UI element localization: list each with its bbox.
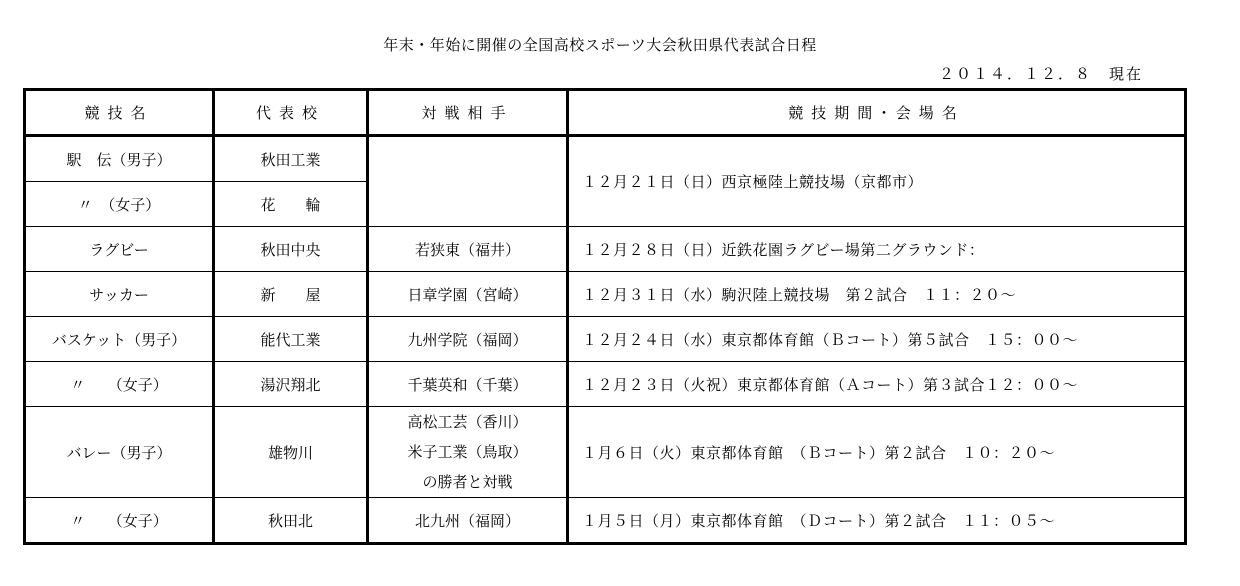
table-row xyxy=(25,317,1186,362)
header-school: 代表校 xyxy=(214,90,368,136)
event-cell: バレー（男子） xyxy=(25,407,214,498)
opponent-cell: 北九州（福岡） xyxy=(368,498,568,544)
opponent-cell xyxy=(368,407,568,498)
opponent-line: の勝者と対戦 xyxy=(422,473,513,491)
header-period: 競技期間･会場名 xyxy=(568,90,1186,136)
opponent-line: 高松工芸（香川） xyxy=(407,413,528,431)
period-cell: １２月２４日（水）東京都体育館（Ｂコート）第５試合 １５：００～ xyxy=(568,317,1186,362)
school-cell: 雄物川 xyxy=(214,407,368,498)
as-of-date: ２０１４．１２．８ 現在 xyxy=(938,65,1143,83)
header-row xyxy=(25,90,1186,136)
event-cell: サッカー xyxy=(25,272,214,317)
table-row xyxy=(25,498,1186,544)
event-cell: 駅 伝（男子） xyxy=(25,136,214,182)
table-row xyxy=(25,227,1186,272)
period-cell: １２月２８日（日）近鉄花園ラグビー場第二グラウンド： xyxy=(568,227,1186,272)
table-row xyxy=(25,136,1186,182)
event-cell: 〃 （女子） xyxy=(25,362,214,407)
period-cell: １月５日（月）東京都体育館 （Ｄコート）第２試合 １１：０５～ xyxy=(568,498,1186,544)
opponent-cell xyxy=(368,136,568,227)
period-cell: １月６日（火）東京都体育館 （Ｂコート）第２試合 １０：２０～ xyxy=(568,407,1186,498)
period-cell: １２月２１日（日）西京極陸上競技場（京都市） xyxy=(568,136,1186,227)
school-cell: 能代工業 xyxy=(214,317,368,362)
opponent-cell: 九州学院（福岡） xyxy=(368,317,568,362)
table-row xyxy=(25,407,1186,498)
opponent-line: 米子工業（鳥取） xyxy=(407,443,528,461)
school-cell: 花 輪 xyxy=(214,182,368,227)
header-opponent: 対戦相手 xyxy=(368,90,568,136)
school-cell: 新 屋 xyxy=(214,272,368,317)
school-cell: 秋田北 xyxy=(214,498,368,544)
event-cell: 〃 （女子） xyxy=(25,498,214,544)
school-cell: 秋田工業 xyxy=(214,136,368,182)
event-cell: 〃 （女子） xyxy=(25,182,214,227)
event-cell: ラグビー xyxy=(25,227,214,272)
period-cell: １２月２３日（火祝）東京都体育館（Ａコート）第３試合１２：００～ xyxy=(568,362,1186,407)
school-cell: 秋田中央 xyxy=(214,227,368,272)
schedule-table xyxy=(23,88,1187,545)
opponent-cell: 日章学園（宮崎） xyxy=(368,272,568,317)
school-cell: 湯沢翔北 xyxy=(214,362,368,407)
table-row xyxy=(25,272,1186,317)
period-cell: １２月３１日（水）駒沢陸上競技場 第２試合 １１：２０～ xyxy=(568,272,1186,317)
event-cell: バスケット（男子） xyxy=(25,317,214,362)
opponent-cell: 若狭東（福井） xyxy=(368,227,568,272)
opponent-cell: 千葉英和（千葉） xyxy=(368,362,568,407)
header-event: 競技名 xyxy=(25,90,214,136)
document-title: 年末・年始に開催の全国高校スポーツ大会秋田県代表試合日程 xyxy=(383,36,817,54)
table-row xyxy=(25,362,1186,407)
